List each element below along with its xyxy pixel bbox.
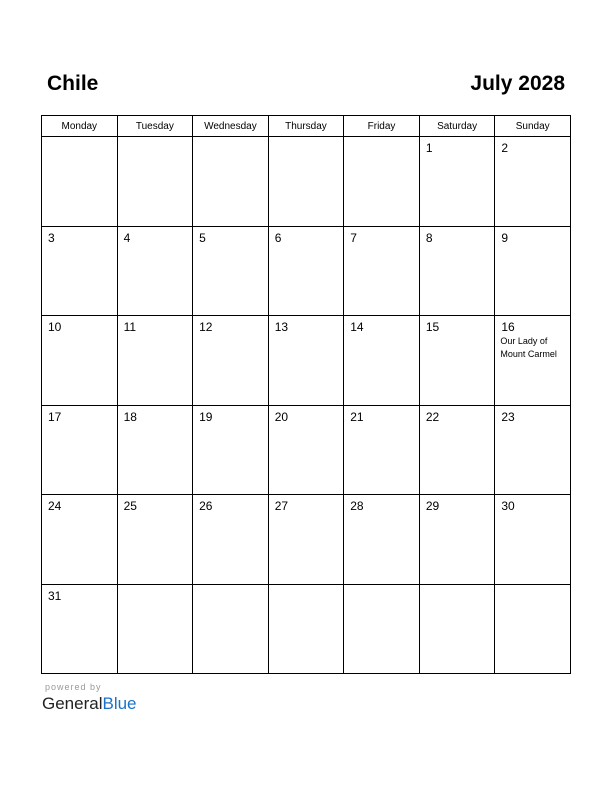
day-cell [42,316,118,406]
day-cell [193,316,269,406]
day-number: 18 [123,409,137,424]
country-title: Chile [47,72,99,95]
weekday-header-row [42,116,571,137]
day-number: 10 [48,320,62,334]
day-cell [117,584,193,674]
day-number: 28 [350,499,364,513]
day-number: 19 [199,409,213,424]
day-cell [193,584,269,674]
day-number: 8 [425,230,433,245]
day-cell [42,495,118,585]
holiday-label: Our Lady of Mount Carmel [500,336,557,359]
day-cell [268,495,344,585]
day-number: 7 [350,230,357,245]
day-number: 25 [123,499,137,513]
day-cell [495,584,571,674]
logo-blue-text: Blue [102,694,137,713]
day-cell [117,226,193,316]
calendar-week-row [42,137,571,227]
weekday-header: Monday [42,116,118,137]
day-number: 16 [501,320,515,334]
day-cell [419,226,495,316]
calendar-week-row [42,495,571,585]
weekday-header: Friday [344,116,420,137]
month-year-title: July 2028 [470,72,565,95]
day-cell [117,405,193,495]
day-cell [495,495,571,585]
day-cell [193,495,269,585]
day-cell [344,405,420,495]
day-cell [117,495,193,585]
day-cell [419,137,495,227]
day-cell [344,316,420,406]
day-cell [419,495,495,585]
day-number: 13 [274,320,289,334]
day-cell [42,584,118,674]
day-number: 2 [501,141,509,155]
day-cell [419,405,495,495]
day-number: 23 [501,409,515,424]
day-number: 5 [199,230,206,245]
day-cell [495,316,571,406]
day-cell [268,405,344,495]
calendar-week-row [42,226,571,316]
day-cell [419,584,495,674]
calendar-week-row [42,405,571,495]
day-number: 9 [501,230,509,245]
day-cell [495,405,571,495]
day-number: 3 [48,230,55,245]
day-number: 1 [425,141,433,155]
weekday-header: Sunday [495,116,571,137]
calendar-week-row [42,316,571,406]
day-number: 6 [274,230,282,245]
day-cell [268,137,344,227]
day-cell [419,316,495,406]
day-cell [117,137,193,227]
day-number: 14 [350,320,364,334]
weekday-header: Wednesday [193,116,269,137]
day-number: 11 [123,320,137,334]
calendar-grid [41,115,571,674]
day-cell [344,137,420,227]
logo-general-text: General [42,694,103,713]
day-cell [268,226,344,316]
day-number: 26 [199,499,213,513]
day-number: 22 [425,409,440,424]
day-cell [268,316,344,406]
weekday-header: Saturday [419,116,495,137]
day-cell [344,495,420,585]
day-number: 27 [274,499,289,513]
day-cell [42,226,118,316]
day-cell [193,226,269,316]
day-cell [42,137,118,227]
day-number: 20 [274,409,289,424]
day-number: 30 [501,499,515,513]
day-number: 29 [425,499,440,513]
day-number: 17 [48,409,62,424]
day-number: 24 [48,499,62,513]
day-number: 12 [199,320,213,334]
day-number: 4 [123,230,131,245]
generalblue-logo[interactable] [42,693,137,715]
day-number: 15 [425,320,440,334]
weekday-header: Thursday [268,116,344,137]
day-cell [268,584,344,674]
calendar-week-row [42,584,571,674]
day-number: 21 [350,409,364,424]
day-cell [344,584,420,674]
powered-by-text: powered by [45,682,102,692]
weekday-header: Tuesday [117,116,193,137]
calendar-body [42,137,571,674]
day-cell [117,316,193,406]
day-cell [344,226,420,316]
day-number: 31 [48,588,62,603]
day-cell [193,137,269,227]
day-cell [495,137,571,227]
day-cell [193,405,269,495]
day-cell [495,226,571,316]
day-cell [42,405,118,495]
